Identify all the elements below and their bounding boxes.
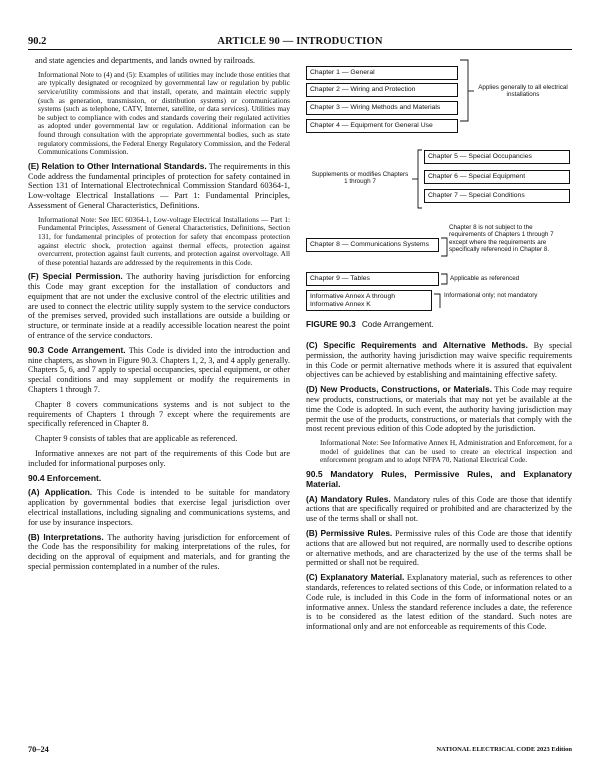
box-chapter-1: Chapter 1 — General [306, 66, 458, 80]
box-chapter-7: Chapter 7 — Special Conditions [424, 189, 570, 203]
label-supplements: Supplements or modifies Chapters 1 through 7 [311, 171, 409, 186]
bracket-chapter-9 [441, 274, 447, 284]
informational-note-utilities: Informational Note to (4) and (5): Examples of utilities may include those entities that are typically designated or recognized by governmental law or regulation by public service/utility commissions and that install, operate, and maintain electric supply (such as generation, transmission, or distribution systems) or communications systems (such as telephone, CATV, Internet, satellite, or data services). Utilities may be subject to compliance with codes and standards covering their regulated activities as adopted under governmental law or regulation. Additional information can be found through consultation with the appropriate governmental bodies, such as state regulatory commissions, the Federal Energy Regulatory Commission, and the Federal Communications Commission. [38, 69, 290, 157]
box-chapter-2: Chapter 2 — Wiring and Protection [306, 83, 458, 97]
page-footer [28, 745, 572, 754]
informational-note-annex-h: Informational Note: See Informative Annex H, Administration and Enforcement, for a model of guidelines that can be used to create an electrical inspection and enforcement program and to adopt NFPA 70, National Electrical Code. [320, 438, 572, 465]
text-90-4-b: The authority having jurisdiction for enforcement of the Code has the responsibility for making interpretations of the rules, for deciding on the approval of equipment and materials, and for granting the special permission contemplated in a number of the rules. [28, 532, 290, 571]
footer-page-number: 70–24 [28, 745, 49, 754]
para-90-2-e [28, 162, 290, 211]
heading-90-4: 90.4 Enforcement. [28, 472, 102, 483]
heading-90-4-d: (D) New Products, Constructions, or Materials. [306, 384, 492, 395]
text-90-2-f: The authority having jurisdiction for enforcing this Code may grant exception for the installation of conductors and equipment that are not under the exclusive control of the electric utilities and are used to connect the electric utility supply system to the service conductors of the premises served, provided such installations are outside a building or structure, or terminate inside at a readily accessible location nearest the point of entrance of the service conductors. [28, 272, 290, 341]
right-column [306, 341, 572, 637]
figure-number: FIGURE 90.3 [306, 319, 356, 329]
text-90-4-a: This Code is intended to be suitable for mandatory application by governmental bodies that exercise legal jurisdiction over electrical installations, including signaling and communications systems, and for use by insurance inspectors. [28, 488, 290, 527]
box-informative-annexes [306, 290, 432, 311]
para-90-5-a [306, 495, 572, 524]
bracket-annex [434, 294, 440, 308]
header-section: 90.2 [28, 36, 47, 47]
heading-90-2-e: (E) Relation to Other International Standards. [28, 160, 207, 171]
box-chapter-3: Chapter 3 — Wiring Methods and Materials [306, 101, 458, 115]
box-chapter-6: Chapter 6 — Special Equipment [424, 170, 570, 184]
text-90-5-c: Explanatory material, such as references to other standards, references to related sections of this Code, or information related to a Code rule, is included in this Code in the form of informational notes or an informative annex. Unless the standard reference includes a date, the reference is to be considered as the latest edition of the standard. Such notes are informational only and are not enforceable as requirements of this Code. [306, 573, 572, 632]
figure-code-arrangement [304, 58, 572, 308]
heading-90-5-b: (B) Permissive Rules. [306, 527, 393, 538]
annex-line-2: Informative Annex K [310, 300, 371, 308]
box-chapter-8: Chapter 8 — Communications Systems [306, 238, 439, 252]
figure-title: Code Arrangement. [361, 319, 434, 329]
box-chapter-5: Chapter 5 — Special Occupancies [424, 150, 570, 164]
informational-note-iec: Informational Note: See IEC 60364-1, Low-voltage Electrical Installations — Part 1: Fundamental Principles, Assessment of General Characteristics, Definitions, Section 131, for fundamental principles of protection for safety that encompass protection against electric shock, protection against thermal effects, protection against overcurrent, protection against fault currents, and protection against overvoltage. All of these potential hazards are addressed by the requirements in this Code. [38, 214, 290, 267]
text-90-4-d: This Code may require new products, constructions, or materials that may not yet be available at the time the Code is adopted. In such event, the authority having jurisdiction may permit the use of the products, constructions, or materials that comply with the most recent previous edition of this Code adopted by the jurisdiction. [306, 385, 572, 434]
heading-90-4-c: (C) Specific Requirements and Alternative Methods. [306, 340, 528, 350]
label-applies-generally: Applies generally to all electrical installations [478, 84, 568, 99]
heading-90-3: 90.3 Code Arrangement. [28, 344, 126, 355]
bracket-general [460, 60, 468, 121]
para-chapter-8: Chapter 8 covers communications systems and is not subject to the requirements of Chapters 1 through 7 except where the requirements are specifically referenced in Chapter 8. [28, 399, 290, 429]
page-header [28, 36, 572, 50]
heading-90-2-f: (F) Special Permission. [28, 271, 123, 282]
text-90-5-a: Mandatory rules of this Code are those that identify actions that are specifically required or prohibited and are characterized by the use of the terms shall or shall not. [306, 494, 573, 524]
header-rule [28, 49, 572, 50]
bracket-supplements [418, 150, 422, 208]
bracket-chapter-8 [441, 238, 447, 256]
footer-edition: NATIONAL ELECTRICAL CODE 2023 Edition [436, 746, 572, 753]
para-90-3 [28, 346, 290, 395]
header-title: ARTICLE 90 — INTRODUCTION [217, 36, 383, 47]
heading-90-5: 90.5 Mandatory Rules, Permissive Rules, and Explanatory Material. [306, 468, 572, 489]
para-90-4-a [28, 488, 290, 527]
heading-90-5-c: (C) Explanatory Material. [306, 572, 405, 583]
label-chapter-9: Applicable as referenced [450, 275, 520, 282]
label-annex: Informational only; not mandatory [444, 292, 538, 299]
box-chapter-4: Chapter 4 — Equipment for General Use [306, 119, 458, 133]
heading-90-4-a: (A) Application. [28, 487, 93, 498]
figure-caption [306, 319, 434, 329]
para-90-4-b [28, 533, 290, 572]
para-annexes: Informative annexes are not part of the requirements of this Code but are included for informational purposes only. [28, 449, 290, 468]
para-90-5-c [306, 573, 572, 632]
text-90-4-c: By special permission, the authority having jurisdiction may waive specific requirements in this Code or permit alternative methods where it is assured that equivalent objectives can be achieved by establishing and maintaining effective safety. [306, 341, 572, 380]
para-90-2-f [28, 272, 290, 341]
text-90-5-b: Permissive rules of this Code are those that identify actions that are allowed but not required, are normally used to describe options or alternative methods, and are characterized by the use of the terms shall be permitted or shall not be required. [306, 528, 573, 568]
label-chapter-8: Chapter 8 is not subject to the requirements of Chapters 1 through 7 except where the requirements are specifically referenced in Chapter 8. [449, 224, 554, 253]
left-column [28, 56, 290, 577]
para-90-5-b [306, 529, 572, 568]
text-90-2-e: The requirements in this Code address the fundamental principles of protection for safety contained in Section 131 of International Electrotechnical Commission Standard 60364-1, Low-voltage Electrical Installations — Part 1: Fundamental Principles, Assessment of General Characteristics, Definitions. [28, 161, 291, 210]
text-90-3: This Code is divided into the introduction and nine chapters, as shown in Figure 90.3. Chapters 1, 2, 3, and 4 apply generally. Chapters 5, 6, and 7 apply to special occupancies, special equipment, or other special conditions and may supplement or modify the requirements in Chapters 1 through 7. [28, 345, 290, 395]
para-90-4-d [306, 385, 572, 434]
para-chapter-9: Chapter 9 consists of tables that are applicable as referenced. [35, 434, 238, 444]
heading-90-4-b: (B) Interpretations. [28, 531, 104, 542]
para-90-4-c [306, 341, 572, 380]
heading-90-5-a: (A) Mandatory Rules. [306, 493, 391, 504]
annex-line-1: Informative Annex A through [310, 292, 396, 300]
box-chapter-9: Chapter 9 — Tables [306, 272, 439, 286]
para-railroads: and state agencies and departments, and lands owned by railroads. [35, 56, 256, 65]
